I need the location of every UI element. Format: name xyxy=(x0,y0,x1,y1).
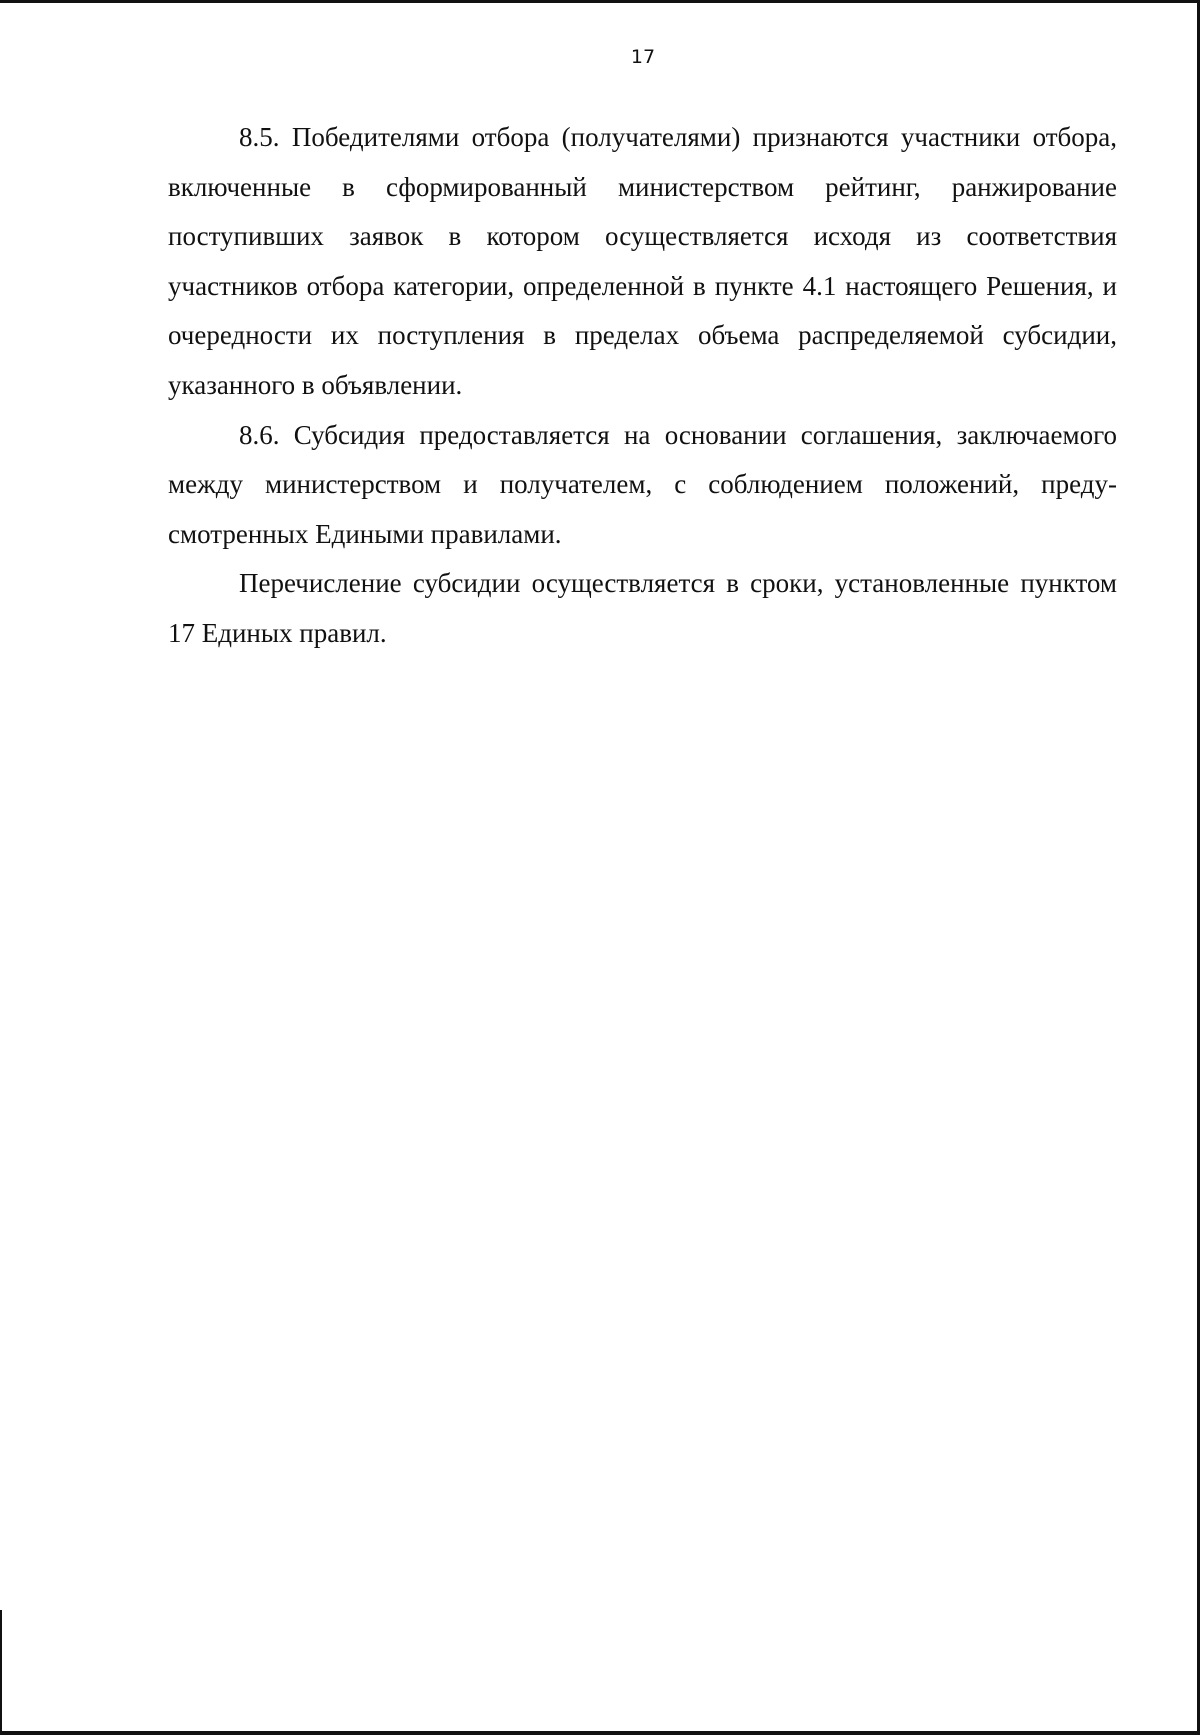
document-body xyxy=(168,113,1117,659)
page-number: 17 xyxy=(630,46,656,68)
scan-border-bottom xyxy=(0,1731,1200,1735)
paragraph-8-5: 8.5. Победителями отбора (получателями) признаются участники отбора, включенные в сформированный министерством рейтинг, ранжирование поступивших заявок в котором осуществляется исходя из соответствия участников отбора категории, определенной в пункте 4.1 настоящего Решения, и очередности их поступления в пределах объема распределяемой субсидии, указанного в объявлении. xyxy=(168,122,1117,400)
scan-border-left xyxy=(0,1610,2,1735)
scan-border-top xyxy=(0,0,1200,3)
paragraph-transfer: Перечисление субсидии осуществляется в сроки, установленные пунктом 17 Единых правил. xyxy=(168,568,1117,648)
paragraph-8-6: 8.6. Субсидия предоставляется на основании соглашения, заключаемого между министерством и получателем, с соблюдением положений, предусмотренных Едиными правилами. xyxy=(168,419,1117,549)
